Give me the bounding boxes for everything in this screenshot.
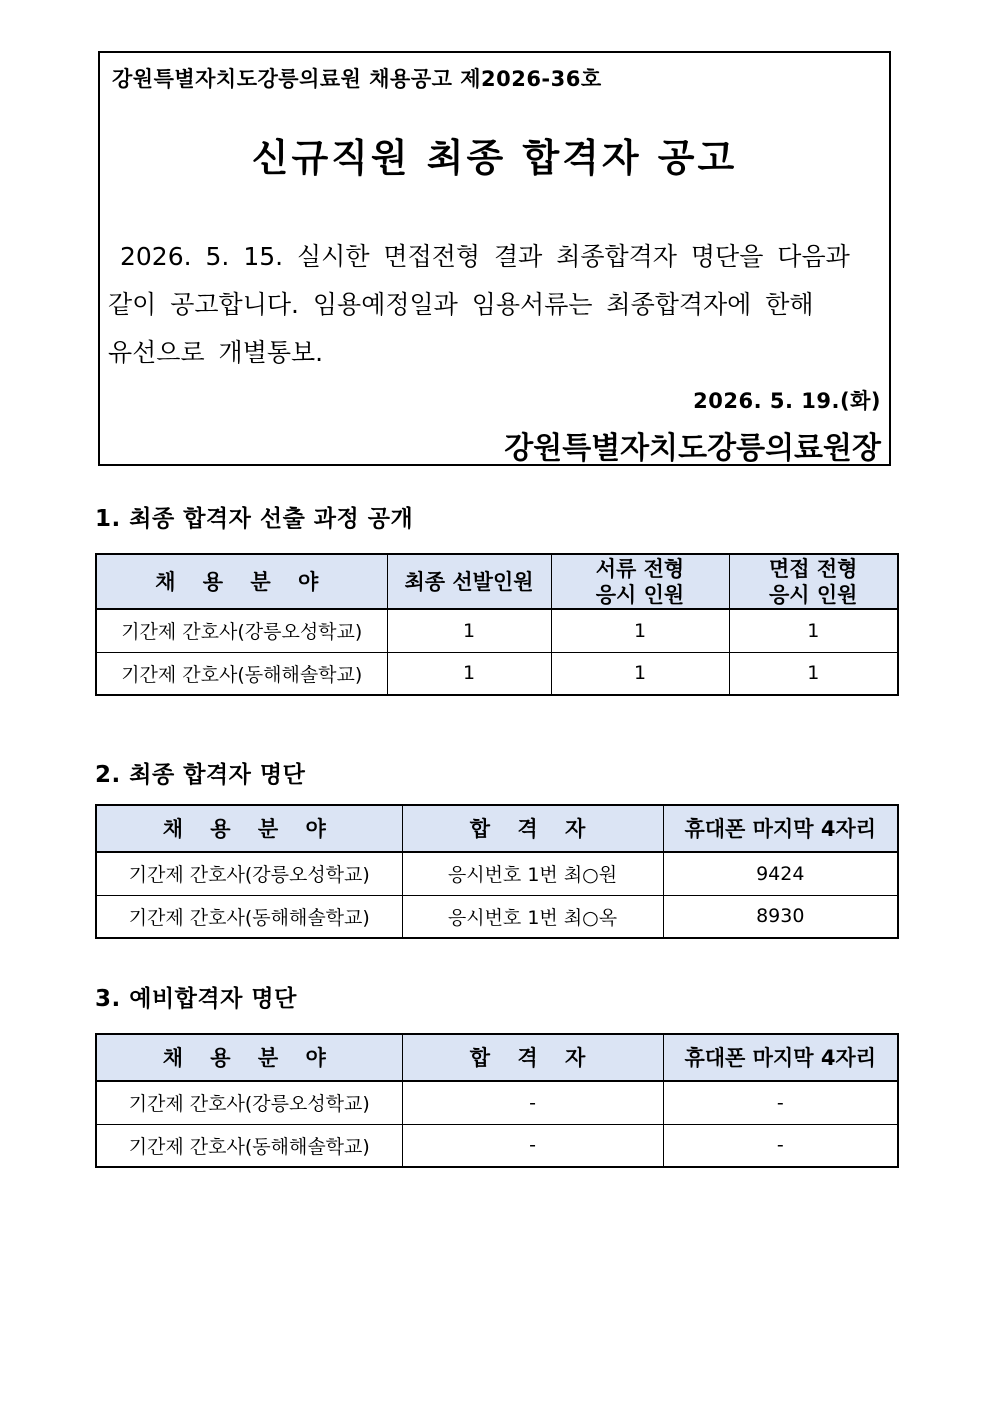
section1-heading: 1. 최종 합격자 선출 과정 공개 bbox=[95, 506, 414, 532]
table-row bbox=[96, 852, 898, 895]
table-row bbox=[96, 609, 898, 652]
col-header-phone-last4: 휴대폰 마지막 4자리 bbox=[663, 1034, 898, 1081]
col-header-field: 채 용 분 야 bbox=[96, 805, 402, 852]
cell-passer: - bbox=[402, 1124, 663, 1167]
notice-box bbox=[98, 51, 891, 466]
col-header-field: 채 용 분 야 bbox=[96, 1034, 402, 1081]
section3-heading: 3. 예비합격자 명단 bbox=[95, 986, 297, 1012]
col-header-line: 응시 인원 bbox=[595, 582, 685, 607]
col-header-final-count: 최종 선발인원 bbox=[387, 554, 551, 609]
notice-body-line: 유선으로 개별통보. bbox=[108, 338, 324, 367]
section2-heading: 2. 최종 합격자 명단 bbox=[95, 762, 306, 788]
cell-phone-last4: - bbox=[663, 1081, 898, 1124]
cell-field: 기간제 간호사(동해해솔학교) bbox=[96, 1124, 402, 1167]
col-header-passer: 합 격 자 bbox=[402, 1034, 663, 1081]
notice-title: 신규직원 최종 합격자 공고 bbox=[251, 136, 738, 180]
table-header-row bbox=[96, 805, 898, 852]
reserve-passers-table bbox=[95, 1033, 899, 1168]
table-row bbox=[96, 1124, 898, 1167]
notice-body-line: 2026. 5. 15. 실시한 면접전형 결과 최종합격자 명단을 다음과 bbox=[120, 242, 850, 271]
cell-document-count: 1 bbox=[551, 609, 729, 652]
cell-field: 기간제 간호사(강릉오성학교) bbox=[96, 1081, 402, 1124]
notice-signer: 강원특별자치도강릉의료원장 bbox=[504, 431, 881, 466]
notice-body-line: 같이 공고합니다. 임용예정일과 임용서류는 최종합격자에 한해 bbox=[108, 290, 814, 319]
cell-passer: - bbox=[402, 1081, 663, 1124]
cell-interview-count: 1 bbox=[729, 652, 898, 695]
cell-final-count: 1 bbox=[387, 609, 551, 652]
cell-passer: 응시번호 1번 최○옥 bbox=[402, 895, 663, 938]
cell-phone-last4: - bbox=[663, 1124, 898, 1167]
notice-number: 강원특별자치도강릉의료원 채용공고 제2026-36호 bbox=[112, 67, 602, 91]
cell-field: 기간제 간호사(동해해솔학교) bbox=[96, 895, 402, 938]
cell-phone-last4: 8930 bbox=[663, 895, 898, 938]
cell-field: 기간제 간호사(동해해솔학교) bbox=[96, 652, 387, 695]
final-passers-table bbox=[95, 804, 899, 939]
cell-document-count: 1 bbox=[551, 652, 729, 695]
cell-phone-last4: 9424 bbox=[663, 852, 898, 895]
col-header-field: 채 용 분 야 bbox=[96, 554, 387, 609]
table-row bbox=[96, 1081, 898, 1124]
cell-interview-count: 1 bbox=[729, 609, 898, 652]
col-header-interview-screening bbox=[729, 554, 898, 609]
table-header-row bbox=[96, 554, 898, 609]
notice-date: 2026. 5. 19.(화) bbox=[693, 389, 881, 413]
notice-body bbox=[108, 233, 881, 377]
cell-field: 기간제 간호사(강릉오성학교) bbox=[96, 852, 402, 895]
table-row bbox=[96, 652, 898, 695]
col-header-line: 응시 인원 bbox=[769, 582, 858, 607]
table-row bbox=[96, 895, 898, 938]
cell-final-count: 1 bbox=[387, 652, 551, 695]
cell-passer: 응시번호 1번 최○원 bbox=[402, 852, 663, 895]
table-header-row bbox=[96, 1034, 898, 1081]
col-header-phone-last4: 휴대폰 마지막 4자리 bbox=[663, 805, 898, 852]
selection-process-table bbox=[95, 553, 899, 696]
col-header-passer: 합 격 자 bbox=[402, 805, 663, 852]
col-header-line: 면접 전형 bbox=[769, 556, 858, 581]
cell-field: 기간제 간호사(강릉오성학교) bbox=[96, 609, 387, 652]
col-header-line: 서류 전형 bbox=[595, 556, 685, 581]
col-header-document-screening bbox=[551, 554, 729, 609]
